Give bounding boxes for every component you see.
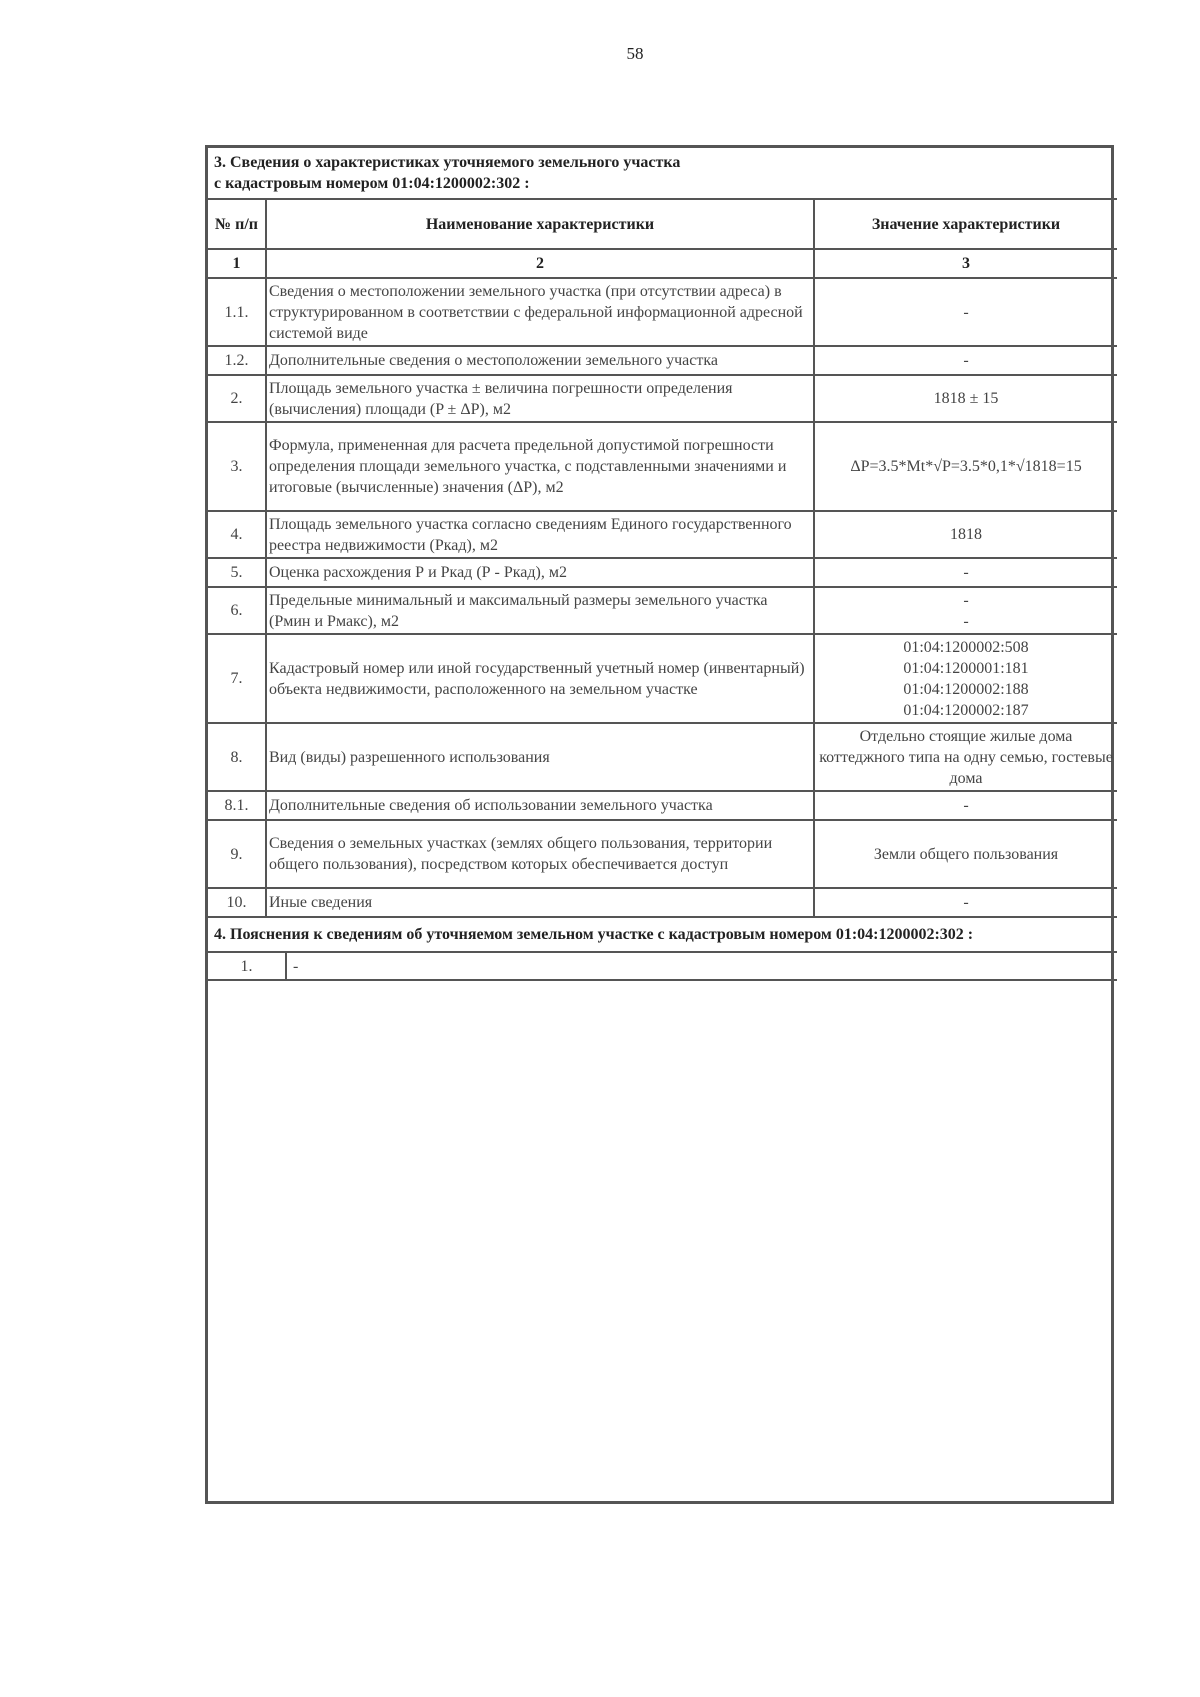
row-value: - [814, 346, 1117, 375]
row-name: Дополнительные сведения о местоположении земельного участка [266, 346, 814, 375]
note-num: 1. [208, 952, 286, 980]
row-name: Оценка расхождения Р и Ркад (Р - Ркад), м2 [266, 558, 814, 587]
characteristics-table [208, 148, 1117, 918]
row-num: 1.2. [208, 346, 266, 375]
table-row [208, 346, 1117, 375]
row-value-line: 01:04:1200002:508 [903, 638, 1029, 656]
row-num: 8.1. [208, 791, 266, 820]
row-num: 3. [208, 422, 266, 511]
row-value-line: - [963, 591, 969, 609]
row-value: - [814, 791, 1117, 820]
row-num: 1.1. [208, 278, 266, 346]
row-num: 5. [208, 558, 266, 587]
row-value: 1818 ± 15 [814, 375, 1117, 422]
section4-table [208, 916, 1117, 981]
row-value: 1818 [814, 511, 1117, 558]
table-row [208, 587, 1117, 634]
row-value-line: - [963, 612, 969, 630]
row-value: - [814, 888, 1117, 917]
row-name: Кадастровый номер или иной государственный учетный номер (инвентарный) объекта недвижимости, расположенного на земельном участке [266, 634, 814, 723]
section3-title-line1: 3. Сведения о характеристиках уточняемого земельного участка [214, 154, 681, 171]
row-value-line: 01:04:1200001:181 [903, 659, 1029, 677]
table-row [208, 634, 1117, 723]
row-name: Сведения о местоположении земельного участка (при отсутствии адреса) в структурированном в соответствии с федеральной информационной адресной системой виде [266, 278, 814, 346]
section3-title [208, 148, 1117, 199]
row-num: 8. [208, 723, 266, 791]
row-name: Вид (виды) разрешенного использования [266, 723, 814, 791]
section3-title-line2: с кадастровым номером 01:04:1200002:302 : [214, 175, 530, 192]
row-num: 2. [208, 375, 266, 422]
table-row [208, 511, 1117, 558]
col-number-1: 1 [208, 249, 266, 278]
col-number-2: 2 [266, 249, 814, 278]
row-num: 9. [208, 820, 266, 888]
row-num: 10. [208, 888, 266, 917]
page-number: 58 [626, 44, 644, 63]
section4-title: 4. Пояснения к сведениям об уточняемом земельном участке с кадастровым номером 01:04:1200002:302 : [208, 917, 1117, 952]
row-name: Сведения о земельных участках (землях общего пользования, территории общего пользования), посредством которых обеспечивается доступ [266, 820, 814, 888]
table-row [208, 820, 1117, 888]
col-number-3: 3 [814, 249, 1117, 278]
document-frame [205, 145, 1114, 1504]
row-name: Площадь земельного участка ± величина погрешности определения (вычисления) площади (P ± ΔP), м2 [266, 375, 814, 422]
row-value-line: 01:04:1200002:187 [903, 701, 1029, 719]
table-row [208, 422, 1117, 511]
row-value: - [814, 278, 1117, 346]
row-value [814, 634, 1117, 723]
row-num: 4. [208, 511, 266, 558]
table-row [208, 723, 1117, 791]
header-name: Наименование характеристики [266, 199, 814, 249]
row-name: Предельные минимальный и максимальный размеры земельного участка (Рмин и Рмакс), м2 [266, 587, 814, 634]
row-value: ΔP=3.5*Mt*√P=3.5*0,1*√1818=15 [814, 422, 1117, 511]
table-row [208, 558, 1117, 587]
row-name: Иные сведения [266, 888, 814, 917]
note-text: - [286, 952, 1117, 980]
note-row [208, 952, 1117, 980]
row-value [814, 587, 1117, 634]
row-num: 6. [208, 587, 266, 634]
table-row [208, 888, 1117, 917]
row-num: 7. [208, 634, 266, 723]
row-name: Площадь земельного участка согласно сведениям Единого государственного реестра недвижимости (Ркад), м2 [266, 511, 814, 558]
table-row [208, 375, 1117, 422]
row-value: Земли общего пользования [814, 820, 1117, 888]
header-value: Значение характеристики [814, 199, 1117, 249]
row-value-line: 01:04:1200002:188 [903, 680, 1029, 698]
header-num: № п/п [208, 199, 266, 249]
table-row [208, 791, 1117, 820]
row-name: Дополнительные сведения об использовании земельного участка [266, 791, 814, 820]
row-value: - [814, 558, 1117, 587]
row-value: Отдельно стоящие жилые дома коттеджного типа на одну семью, гостевые дома [814, 723, 1117, 791]
row-name: Формула, примененная для расчета предельной допустимой погрешности определения площади земельного участка, с подставленными значениями и итоговые (вычисленные) значения (ΔP), м2 [266, 422, 814, 511]
table-row [208, 278, 1117, 346]
